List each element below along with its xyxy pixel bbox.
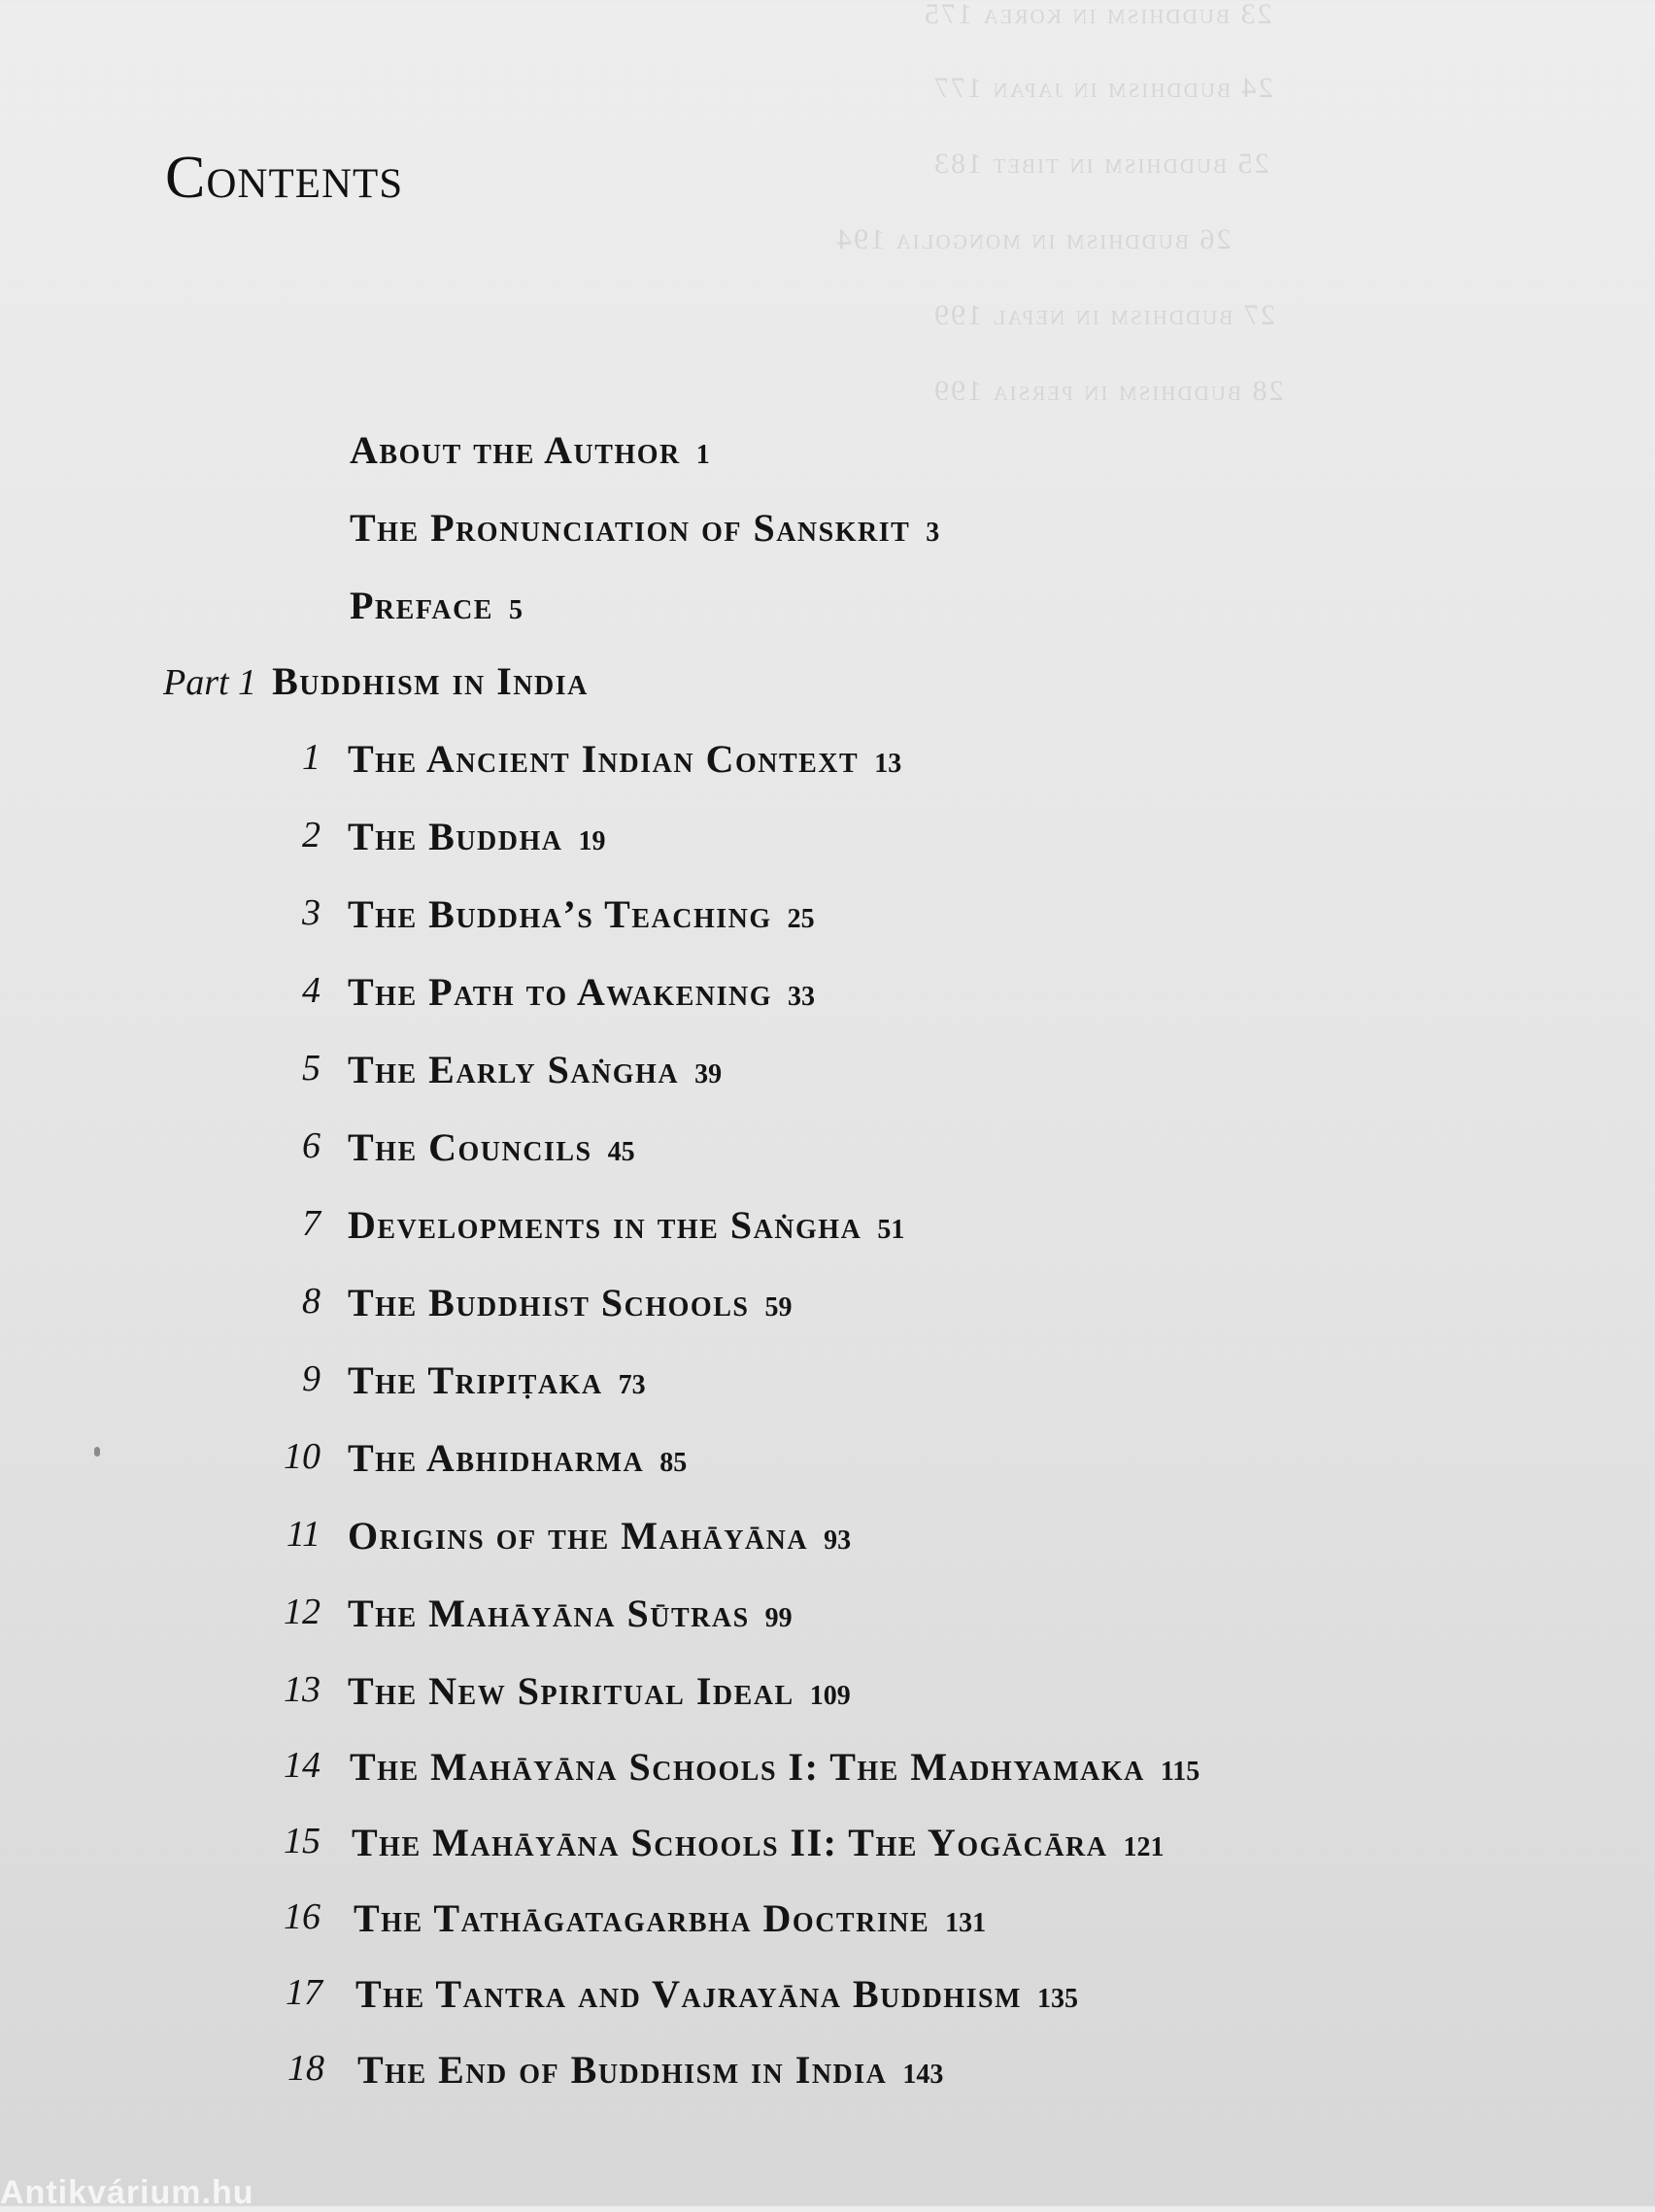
chapter-number: 3 (302, 892, 321, 933)
show-through-line: 24 buddhism in japan 177 (932, 72, 1273, 104)
show-through-line: 28 buddhism in persia 199 (932, 375, 1284, 407)
chapter-page-number: 135 (1036, 1984, 1078, 2014)
chapter-number: 18 (287, 2048, 324, 2089)
chapter-title: The Mahāyāna Schools II: The Yogācāra (352, 1821, 1108, 1864)
chapter-number: 7 (302, 1203, 321, 1244)
show-through-line: 25 buddhism in tibet 183 (932, 148, 1269, 180)
chapter-number: 12 (284, 1592, 321, 1632)
part-label: Part 1 (163, 662, 257, 703)
chapter-page-number: 59 (764, 1292, 793, 1323)
chapter-page-number: 39 (694, 1059, 723, 1089)
chapter-number: 5 (302, 1048, 321, 1089)
chapter-title: The Tripiṭaka (348, 1358, 603, 1402)
toc-entry-preface[interactable] (350, 583, 523, 628)
chapter-title: The Tathāgatagarbha Doctrine (354, 1896, 930, 1940)
entry-page-number: 5 (508, 595, 523, 625)
chapter-number: 10 (284, 1436, 321, 1477)
chapter-number: 2 (302, 815, 321, 855)
chapter-title: The Ancient Indian Context (348, 737, 860, 781)
chapter-title: The Tantra and Vajrayāna Buddhism (355, 1972, 1022, 2016)
chapter-page-number: 51 (877, 1215, 905, 1245)
chapter-number: 1 (302, 737, 321, 778)
part-title: Buddhism in India (272, 659, 589, 703)
chapter-page-number: 115 (1160, 1757, 1200, 1787)
entry-title: About the Author (350, 428, 681, 472)
chapter-page-number: 19 (578, 826, 606, 856)
entry-page-number: 3 (926, 518, 940, 548)
paper-speck (94, 1447, 100, 1457)
show-through-line: 26 buddhism in mongolia 194 (835, 223, 1232, 255)
chapter-page-number: 121 (1123, 1832, 1165, 1862)
chapter-page-number: 93 (824, 1525, 852, 1556)
chapter-number: 15 (284, 1821, 321, 1861)
chapter-number: 13 (284, 1669, 321, 1710)
chapter-page-number: 73 (618, 1370, 646, 1400)
chapter-title: The End of Buddhism in India (357, 2048, 888, 2092)
page-title: Contents (165, 145, 404, 211)
toc-entry-pronunciation[interactable] (350, 505, 939, 551)
chapter-title: Developments in the Saṅgha (348, 1203, 862, 1247)
chapter-page-number: 85 (659, 1448, 688, 1478)
chapter-page-number: 99 (764, 1603, 793, 1633)
chapter-title: The Early Saṅgha (348, 1048, 680, 1091)
watermark: Antikvárium.hu (0, 2174, 254, 2211)
chapter-page-number: 33 (787, 982, 815, 1012)
toc-entry-about-author[interactable] (350, 427, 710, 473)
chapter-page-number: 109 (809, 1681, 851, 1711)
part-heading[interactable] (163, 658, 589, 704)
chapter-page-number: 13 (874, 749, 902, 779)
entry-title: The Pronunciation of Sanskrit (350, 506, 911, 550)
chapter-title: The Mahāyāna Schools I: The Madhyamaka (350, 1745, 1145, 1789)
chapter-title: Origins of the Mahāyāna (348, 1514, 809, 1558)
chapter-page-number: 131 (945, 1908, 987, 1938)
chapter-page-number: 45 (607, 1137, 635, 1167)
chapter-number: 9 (302, 1358, 321, 1399)
chapter-number: 8 (302, 1281, 321, 1322)
chapter-page-number: 25 (787, 904, 815, 934)
chapter-number: 6 (302, 1125, 321, 1166)
chapter-title: The Mahāyāna Sūtras (348, 1592, 750, 1635)
chapter-title: The Buddha (348, 815, 563, 858)
chapter-title: The Buddhist Schools (348, 1281, 750, 1324)
chapter-page-number: 143 (902, 2060, 944, 2090)
chapter-number: 4 (302, 970, 321, 1011)
chapter-title: The Councils (348, 1125, 592, 1169)
chapter-title: The Buddha’s Teaching (348, 892, 772, 936)
chapter-title: The Path to Awakening (348, 970, 772, 1014)
chapter-title: The Abhidharma (348, 1436, 645, 1480)
entry-page-number: 1 (695, 440, 710, 470)
chapter-number: 14 (284, 1745, 321, 1786)
show-through-line: 23 buddhism in korea 175 (923, 0, 1272, 30)
chapter-number: 11 (286, 1514, 321, 1555)
show-through-line: 27 buddhism in nepal 199 (932, 299, 1275, 331)
chapter-title: The New Spiritual Ideal (348, 1669, 794, 1713)
chapter-number: 17 (286, 1972, 322, 2013)
entry-title: Preface (350, 584, 493, 627)
chapter-number: 16 (284, 1896, 321, 1937)
